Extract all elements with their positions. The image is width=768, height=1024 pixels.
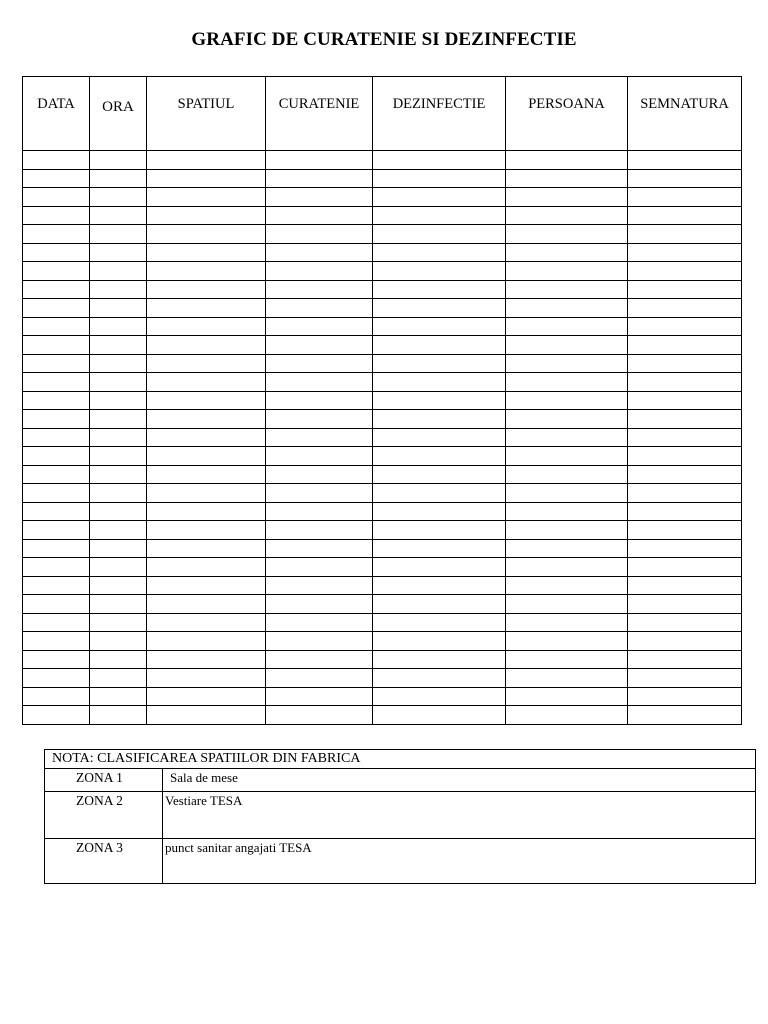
- log-cell[interactable]: [628, 299, 742, 318]
- log-cell[interactable]: [266, 687, 373, 706]
- log-cell[interactable]: [147, 447, 266, 466]
- log-cell[interactable]: [147, 391, 266, 410]
- log-cell[interactable]: [628, 428, 742, 447]
- log-cell[interactable]: [23, 465, 90, 484]
- log-row: [23, 484, 742, 503]
- log-cell[interactable]: [628, 447, 742, 466]
- log-cell[interactable]: [147, 206, 266, 225]
- log-cell[interactable]: [266, 299, 373, 318]
- log-cell[interactable]: [628, 262, 742, 281]
- log-cell[interactable]: [506, 447, 628, 466]
- log-cell[interactable]: [628, 484, 742, 503]
- log-cell[interactable]: [90, 632, 147, 651]
- log-cell[interactable]: [90, 410, 147, 429]
- log-cell[interactable]: [373, 151, 506, 170]
- column-header-spatiul: SPATIUL: [147, 77, 266, 151]
- log-cell[interactable]: [90, 391, 147, 410]
- log-cell[interactable]: [266, 225, 373, 244]
- log-body: [23, 151, 742, 725]
- column-header-dezinfectie: DEZINFECTIE: [373, 77, 506, 151]
- zone-space: Vestiare TESA: [163, 792, 756, 839]
- log-cell[interactable]: [373, 169, 506, 188]
- log-cell[interactable]: [90, 169, 147, 188]
- zone-row: [45, 792, 756, 839]
- log-cell[interactable]: [628, 206, 742, 225]
- log-cell[interactable]: [628, 687, 742, 706]
- log-cell[interactable]: [506, 410, 628, 429]
- log-cell[interactable]: [90, 336, 147, 355]
- log-cell[interactable]: [90, 354, 147, 373]
- log-cell[interactable]: [266, 373, 373, 392]
- log-cell[interactable]: [628, 188, 742, 207]
- log-cell[interactable]: [373, 521, 506, 540]
- log-cell[interactable]: [266, 206, 373, 225]
- log-cell[interactable]: [147, 650, 266, 669]
- zone-label: ZONA 2: [45, 792, 163, 839]
- log-cell[interactable]: [506, 595, 628, 614]
- log-cell[interactable]: [147, 502, 266, 521]
- log-cell[interactable]: [373, 669, 506, 688]
- log-cell[interactable]: [147, 151, 266, 170]
- log-cell[interactable]: [506, 225, 628, 244]
- log-cell[interactable]: [506, 151, 628, 170]
- log-cell[interactable]: [90, 576, 147, 595]
- log-row: [23, 632, 742, 651]
- log-cell[interactable]: [373, 447, 506, 466]
- log-cell[interactable]: [23, 558, 90, 577]
- log-cell[interactable]: [23, 576, 90, 595]
- log-cell[interactable]: [147, 225, 266, 244]
- log-cell[interactable]: [90, 373, 147, 392]
- log-cell[interactable]: [506, 206, 628, 225]
- log-cell[interactable]: [90, 151, 147, 170]
- log-cell[interactable]: [266, 410, 373, 429]
- log-row: [23, 539, 742, 558]
- log-cell[interactable]: [147, 336, 266, 355]
- log-cell[interactable]: [147, 576, 266, 595]
- log-cell[interactable]: [628, 280, 742, 299]
- log-cell[interactable]: [373, 262, 506, 281]
- log-cell[interactable]: [506, 650, 628, 669]
- log-cell[interactable]: [90, 317, 147, 336]
- zone-row: [45, 839, 756, 884]
- log-cell[interactable]: [266, 502, 373, 521]
- log-cell[interactable]: [23, 595, 90, 614]
- log-cell[interactable]: [628, 669, 742, 688]
- log-cell[interactable]: [90, 243, 147, 262]
- column-header-persoana: PERSOANA: [506, 77, 628, 151]
- log-cell[interactable]: [506, 391, 628, 410]
- log-cell[interactable]: [147, 706, 266, 725]
- log-cell[interactable]: [628, 336, 742, 355]
- log-cell[interactable]: [373, 465, 506, 484]
- zone-row: [45, 769, 756, 792]
- log-row: [23, 262, 742, 281]
- log-cell[interactable]: [147, 613, 266, 632]
- nota-header: NOTA: CLASIFICAREA SPATIILOR DIN FABRICA: [45, 750, 756, 769]
- log-cell[interactable]: [373, 706, 506, 725]
- log-cell[interactable]: [266, 706, 373, 725]
- zone-classification-table: [44, 749, 756, 884]
- log-cell[interactable]: [23, 280, 90, 299]
- log-cell[interactable]: [147, 373, 266, 392]
- log-cell[interactable]: [373, 558, 506, 577]
- log-row: [23, 558, 742, 577]
- log-cell[interactable]: [506, 669, 628, 688]
- log-cell[interactable]: [628, 539, 742, 558]
- log-row: [23, 299, 742, 318]
- log-cell[interactable]: [266, 484, 373, 503]
- log-cell[interactable]: [506, 262, 628, 281]
- log-cell[interactable]: [23, 336, 90, 355]
- log-cell[interactable]: [147, 354, 266, 373]
- log-cell[interactable]: [266, 521, 373, 540]
- log-cell[interactable]: [628, 613, 742, 632]
- log-row: [23, 687, 742, 706]
- log-cell[interactable]: [373, 502, 506, 521]
- log-cell[interactable]: [266, 169, 373, 188]
- log-row: [23, 280, 742, 299]
- log-cell[interactable]: [23, 391, 90, 410]
- log-row: [23, 169, 742, 188]
- log-cell[interactable]: [147, 687, 266, 706]
- column-header-semnatura: SEMNATURA: [628, 77, 742, 151]
- log-cell[interactable]: [90, 188, 147, 207]
- log-cell[interactable]: [506, 336, 628, 355]
- log-cell[interactable]: [23, 447, 90, 466]
- log-cell[interactable]: [506, 317, 628, 336]
- log-cell[interactable]: [506, 169, 628, 188]
- log-cell[interactable]: [506, 706, 628, 725]
- log-cell[interactable]: [628, 521, 742, 540]
- log-row: [23, 354, 742, 373]
- log-cell[interactable]: [266, 354, 373, 373]
- log-cell[interactable]: [628, 502, 742, 521]
- log-cell[interactable]: [90, 613, 147, 632]
- log-cell[interactable]: [23, 706, 90, 725]
- log-cell[interactable]: [373, 243, 506, 262]
- log-cell[interactable]: [266, 576, 373, 595]
- log-cell[interactable]: [90, 502, 147, 521]
- log-row: [23, 206, 742, 225]
- log-row: [23, 243, 742, 262]
- log-row: [23, 410, 742, 429]
- column-header-data: DATA: [23, 77, 90, 151]
- log-cell[interactable]: [506, 465, 628, 484]
- log-cell[interactable]: [628, 410, 742, 429]
- log-cell[interactable]: [373, 576, 506, 595]
- log-cell[interactable]: [628, 706, 742, 725]
- log-row: [23, 706, 742, 725]
- log-cell[interactable]: [373, 632, 506, 651]
- log-cell[interactable]: [373, 373, 506, 392]
- log-cell[interactable]: [23, 373, 90, 392]
- log-cell[interactable]: [628, 391, 742, 410]
- log-cell[interactable]: [23, 632, 90, 651]
- log-cell[interactable]: [266, 465, 373, 484]
- log-cell[interactable]: [266, 650, 373, 669]
- log-cell[interactable]: [90, 484, 147, 503]
- log-cell[interactable]: [147, 243, 266, 262]
- log-cell[interactable]: [147, 669, 266, 688]
- log-cell[interactable]: [506, 502, 628, 521]
- log-cell[interactable]: [628, 576, 742, 595]
- column-header-ora: ORA: [90, 77, 147, 151]
- log-cell[interactable]: [506, 188, 628, 207]
- log-cell[interactable]: [373, 299, 506, 318]
- log-cell[interactable]: [628, 151, 742, 170]
- log-cell[interactable]: [628, 595, 742, 614]
- log-cell[interactable]: [506, 558, 628, 577]
- log-cell[interactable]: [147, 632, 266, 651]
- log-row: [23, 669, 742, 688]
- log-cell[interactable]: [23, 188, 90, 207]
- log-cell[interactable]: [90, 465, 147, 484]
- log-cell[interactable]: [628, 225, 742, 244]
- log-cell[interactable]: [147, 558, 266, 577]
- log-cell[interactable]: [266, 188, 373, 207]
- log-cell[interactable]: [628, 169, 742, 188]
- log-cell[interactable]: [23, 243, 90, 262]
- log-cell[interactable]: [628, 650, 742, 669]
- log-cell[interactable]: [147, 521, 266, 540]
- log-cell[interactable]: [90, 299, 147, 318]
- log-row: [23, 650, 742, 669]
- log-row: [23, 151, 742, 170]
- log-cell[interactable]: [147, 280, 266, 299]
- log-cell[interactable]: [90, 595, 147, 614]
- log-cell[interactable]: [23, 484, 90, 503]
- log-row: [23, 521, 742, 540]
- log-cell[interactable]: [506, 613, 628, 632]
- log-cell[interactable]: [147, 262, 266, 281]
- zone-space: punct sanitar angajati TESA: [163, 839, 756, 884]
- log-cell[interactable]: [373, 391, 506, 410]
- log-cell[interactable]: [373, 595, 506, 614]
- log-cell[interactable]: [23, 669, 90, 688]
- log-cell[interactable]: [506, 484, 628, 503]
- log-cell[interactable]: [90, 687, 147, 706]
- log-cell[interactable]: [23, 317, 90, 336]
- log-cell[interactable]: [373, 206, 506, 225]
- log-cell[interactable]: [266, 280, 373, 299]
- log-row: [23, 613, 742, 632]
- log-cell[interactable]: [266, 447, 373, 466]
- log-cell[interactable]: [373, 188, 506, 207]
- log-cell[interactable]: [266, 613, 373, 632]
- log-row: [23, 373, 742, 392]
- log-cell[interactable]: [23, 687, 90, 706]
- log-cell[interactable]: [506, 576, 628, 595]
- log-cell[interactable]: [373, 613, 506, 632]
- log-cell[interactable]: [90, 262, 147, 281]
- log-cell[interactable]: [628, 632, 742, 651]
- log-cell[interactable]: [373, 539, 506, 558]
- log-cell[interactable]: [506, 373, 628, 392]
- log-cell[interactable]: [506, 428, 628, 447]
- log-row: [23, 502, 742, 521]
- log-cell[interactable]: [628, 243, 742, 262]
- log-cell[interactable]: [373, 428, 506, 447]
- cleaning-log-table: [22, 76, 742, 725]
- log-cell[interactable]: [266, 391, 373, 410]
- log-cell[interactable]: [23, 428, 90, 447]
- log-cell[interactable]: [23, 262, 90, 281]
- log-cell[interactable]: [506, 280, 628, 299]
- log-cell[interactable]: [90, 280, 147, 299]
- log-cell[interactable]: [506, 299, 628, 318]
- log-cell[interactable]: [506, 354, 628, 373]
- log-cell[interactable]: [23, 206, 90, 225]
- log-cell[interactable]: [147, 317, 266, 336]
- log-cell[interactable]: [506, 243, 628, 262]
- log-cell[interactable]: [23, 299, 90, 318]
- log-cell[interactable]: [373, 280, 506, 299]
- log-cell[interactable]: [506, 539, 628, 558]
- log-cell[interactable]: [373, 225, 506, 244]
- document-title: GRAFIC DE CURATENIE SI DEZINFECTIE: [191, 29, 577, 50]
- log-row: [23, 576, 742, 595]
- log-row: [23, 317, 742, 336]
- log-cell[interactable]: [147, 595, 266, 614]
- log-cell[interactable]: [147, 465, 266, 484]
- zone-label: ZONA 3: [45, 839, 163, 884]
- log-cell[interactable]: [23, 169, 90, 188]
- log-cell[interactable]: [23, 539, 90, 558]
- log-cell[interactable]: [147, 484, 266, 503]
- log-row: [23, 447, 742, 466]
- log-cell[interactable]: [628, 558, 742, 577]
- log-cell[interactable]: [266, 262, 373, 281]
- log-cell[interactable]: [90, 706, 147, 725]
- log-cell[interactable]: [23, 613, 90, 632]
- log-cell[interactable]: [266, 317, 373, 336]
- log-cell[interactable]: [90, 225, 147, 244]
- log-cell[interactable]: [23, 225, 90, 244]
- log-cell[interactable]: [506, 687, 628, 706]
- log-cell[interactable]: [628, 317, 742, 336]
- log-cell[interactable]: [628, 354, 742, 373]
- log-cell[interactable]: [373, 410, 506, 429]
- log-cell[interactable]: [266, 336, 373, 355]
- log-cell[interactable]: [90, 447, 147, 466]
- zone-label: ZONA 1: [45, 769, 163, 792]
- log-cell[interactable]: [373, 650, 506, 669]
- log-cell[interactable]: [147, 299, 266, 318]
- log-cell[interactable]: [266, 539, 373, 558]
- log-cell[interactable]: [147, 428, 266, 447]
- log-cell[interactable]: [266, 632, 373, 651]
- log-cell[interactable]: [266, 595, 373, 614]
- log-cell[interactable]: [90, 428, 147, 447]
- log-row: [23, 336, 742, 355]
- column-header-curatenie: CURATENIE: [266, 77, 373, 151]
- log-cell[interactable]: [266, 151, 373, 170]
- log-cell[interactable]: [90, 558, 147, 577]
- log-cell[interactable]: [266, 558, 373, 577]
- log-cell[interactable]: [90, 650, 147, 669]
- log-cell[interactable]: [90, 669, 147, 688]
- log-row: [23, 188, 742, 207]
- log-cell[interactable]: [90, 206, 147, 225]
- log-cell[interactable]: [628, 373, 742, 392]
- log-header-row: [23, 77, 742, 151]
- log-row: [23, 428, 742, 447]
- log-cell[interactable]: [23, 502, 90, 521]
- log-row: [23, 225, 742, 244]
- log-cell[interactable]: [147, 539, 266, 558]
- log-cell[interactable]: [373, 687, 506, 706]
- log-cell[interactable]: [23, 650, 90, 669]
- log-cell[interactable]: [23, 521, 90, 540]
- log-row: [23, 595, 742, 614]
- log-cell[interactable]: [628, 465, 742, 484]
- log-cell[interactable]: [373, 336, 506, 355]
- log-cell[interactable]: [147, 410, 266, 429]
- log-cell[interactable]: [90, 539, 147, 558]
- zone-space: Sala de mese: [163, 769, 756, 792]
- log-cell[interactable]: [90, 521, 147, 540]
- log-row: [23, 465, 742, 484]
- log-cell[interactable]: [23, 354, 90, 373]
- log-cell[interactable]: [147, 169, 266, 188]
- log-cell[interactable]: [373, 484, 506, 503]
- log-cell[interactable]: [147, 188, 266, 207]
- log-cell[interactable]: [23, 151, 90, 170]
- log-cell[interactable]: [373, 317, 506, 336]
- log-cell[interactable]: [266, 669, 373, 688]
- log-cell[interactable]: [23, 410, 90, 429]
- log-cell[interactable]: [266, 243, 373, 262]
- log-row: [23, 391, 742, 410]
- log-cell[interactable]: [373, 354, 506, 373]
- log-cell[interactable]: [266, 428, 373, 447]
- log-cell[interactable]: [506, 632, 628, 651]
- log-cell[interactable]: [506, 521, 628, 540]
